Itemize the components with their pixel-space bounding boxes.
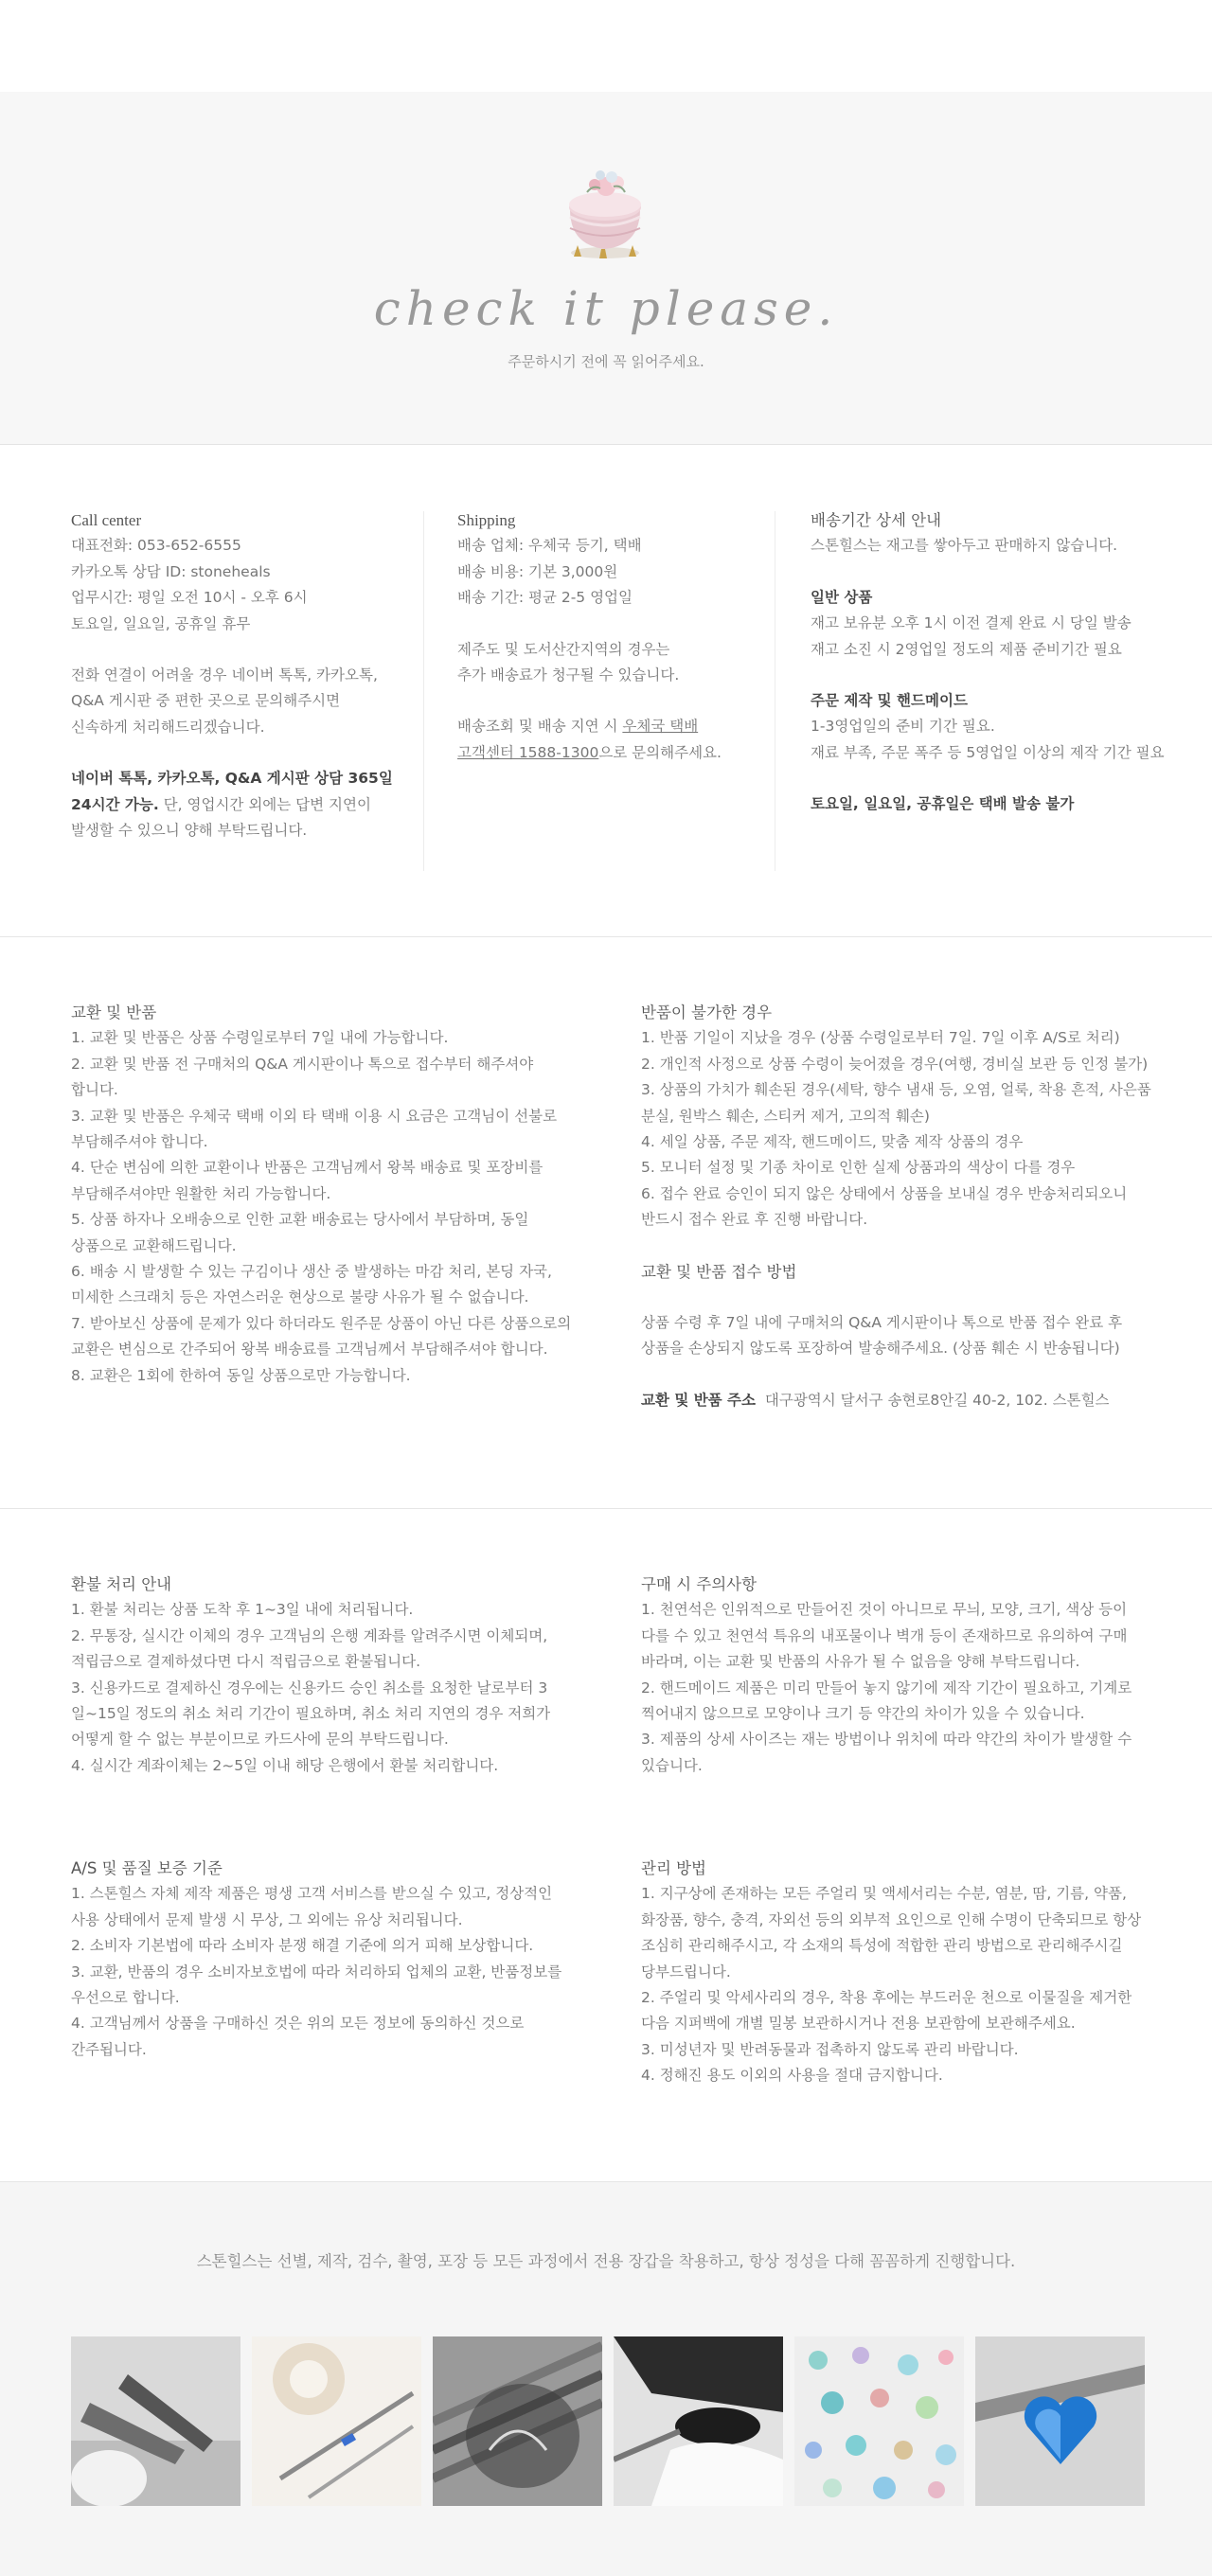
footer [0,2182,1212,2576]
exchange-line: 부담해주셔야 합니다. [71,1133,208,1151]
caution-line: 바라며, 이는 교환 및 반품의 사유가 될 수 없음을 양해 부탁드립니다. [641,1653,1080,1671]
no-return-title: 반품이 불가한 경우 [641,1004,773,1022]
exchange-column [71,1000,601,1389]
tracking-line [457,714,770,739]
delivery-title: 배송기간 상세 안내 [811,511,942,529]
method-line: 상품을 손상되지 않도록 포장하여 발송해주세요. (상품 훼손 시 반송됩니다) [641,1340,1120,1358]
exchange-line: 7. 받아보신 상품에 문제가 있다 하더라도 원주문 상품이 아닌 다른 상품으로의 [71,1314,572,1332]
general-title: 일반 상품 [811,588,873,606]
as-line: 사용 상태에서 문제 발생 시 무상, 그 외에는 유상 처리됩니다. [71,1910,463,1928]
chain-mesh-photo-icon [433,2336,602,2506]
as-line: 2. 소비자 기본법에 따라 소비자 분쟁 해결 기준에 의거 피해 보상합니다. [71,1937,534,1955]
call-center-column [71,507,412,844]
caution-line: 있습니다. [641,1756,703,1774]
exchange-title: 교환 및 반품 [71,1004,157,1022]
method-title: 교환 및 반품 접수 방법 [641,1262,797,1281]
spool-tools-photo-icon [252,2336,421,2506]
exchange-line: 합니다. [71,1081,118,1099]
policy-section [0,1509,1212,2182]
exchange-line: 5. 상품 하자나 오배송으로 인한 교환 배송료는 당사에서 부담하며, 동일 [71,1211,529,1229]
as-column [71,1856,601,2063]
general-line: 재고 보유분 오후 1시 이전 결제 완료 시 당일 발송 [811,614,1132,632]
as-line: 1. 스톤힐스 자체 제작 제품은 평생 고객 서비스를 받으실 수 있고, 정상적인 [71,1885,553,1903]
care-column [641,1856,1190,2089]
info-section [0,445,1212,937]
care-line: 당부드립니다. [641,1963,731,1981]
call-line: 대표전화: 053-652-6555 [71,537,241,555]
tracking-text: 배송조회 및 배송 지연 시 [457,718,623,736]
call-bold-note-2: 24시간 가능. [71,795,159,813]
customer-center-link[interactable]: 고객센터 1588-1300 [457,743,599,761]
exchange-line: 교환은 변심으로 간주되어 왕복 배송료를 고객님께서 부담해주셔야 합니다. [71,1341,548,1359]
caution-line: 1. 천연석은 인위적으로 만들어진 것이 아니므로 무늬, 모양, 크기, 색상 등이 [641,1601,1128,1619]
as-line: 3. 교환, 반품의 경우 소비자보호법에 따라 처리하되 업체의 교환, 반품정보를 [71,1963,562,1981]
care-line: 화장품, 향수, 충격, 자외선 등의 외부적 요인으로 인해 수명이 단축되므로 항상 [641,1910,1142,1928]
refund-line: 일~15일 정도의 취소 처리 기간이 필요하며, 취소 처리 지연의 경우 저희가 [71,1705,551,1723]
general-line: 재고 소진 시 2영업일 정도의 제품 준비기간 필요 [811,640,1122,658]
no-return-line: 6. 접수 완료 승인이 되지 않은 상태에서 상품을 보내실 경우 반송처리되오니 [641,1184,1128,1202]
call-bold-note: 네이버 톡톡, 카카오톡, Q&A 게시판 상담 365일 [71,770,393,788]
shipping-line: 배송 업체: 우체국 등기, 택배 [457,537,642,555]
as-title: A/S 및 품질 보증 기준 [71,1859,223,1877]
refund-line: 2. 무통장, 실시간 이체의 경우 고객님의 은행 계좌를 알려주시면 이체되며, [71,1626,548,1644]
hero-title: check it please. [373,281,839,336]
no-return-column [641,1000,1190,1413]
pliers-photo-icon [71,2336,241,2506]
refund-line: 적립금으로 결제하셨다면 다시 적립금으로 환불됩니다. [71,1653,421,1671]
gemstones-photo-icon [794,2336,964,2506]
refund-line: 4. 실시간 계좌이체는 2~5일 이내 해당 은행에서 환불 처리합니다. [71,1756,499,1774]
shipping-column [457,507,770,766]
caution-line: 3. 제품의 상세 사이즈는 재는 방법이나 위치에 따라 약간의 차이가 발생할 수 [641,1731,1132,1749]
exchange-line: 6. 배송 시 발생할 수 있는 구김이나 생산 중 발생하는 마감 처리, 본딩 자국, [71,1263,552,1281]
call-para: 신속하게 처리해드리겠습니다. [71,718,265,736]
call-para: Q&A 게시판 중 편한 곳으로 문의해주시면 [71,692,341,710]
care-line: 다음 지퍼백에 개별 밀봉 보관하시거나 전용 보관함에 보관해주세요. [641,2015,1076,2033]
shipping-line: 배송 비용: 기본 3,000원 [457,562,618,580]
tracking-text-2: 으로 문의해주세요. [598,743,722,761]
refund-title: 환불 처리 안내 [71,1575,172,1593]
call-line: 토요일, 일요일, 공휴일 휴무 [71,614,251,632]
no-return-line: 분실, 원박스 훼손, 스티커 제거, 고의적 훼손) [641,1107,930,1125]
care-line: 2. 주얼리 및 악세사리의 경우, 착용 후에는 부드러운 천으로 이물질을 제거한 [641,1989,1132,2007]
no-return-line: 2. 개인적 사정으로 상품 수령이 늦어졌을 경우(여행, 경비실 보관 등 인정 불가) [641,1055,1149,1073]
as-line: 4. 고객님께서 상품을 구매하신 것은 위의 모든 정보에 동의하신 것으로 [71,2015,525,2033]
exchange-line: 8. 교환은 1회에 한하여 동일 상품으로만 가능합니다. [71,1366,411,1384]
care-title: 관리 방법 [641,1859,707,1877]
custom-line: 1-3영업일의 준비 기간 필요. [811,718,995,736]
divider [423,511,424,871]
shipping-para: 제주도 및 도서산간지역의 경우는 [457,640,670,658]
care-line: 4. 정해진 용도 이외의 사용을 절대 금지합니다. [641,2067,943,2085]
care-line: 3. 미성년자 및 반려동물과 접촉하지 않도록 관리 바랍니다. [641,2040,1019,2058]
shipping-line: 배송 기간: 평균 2-5 영업일 [457,589,633,607]
footer-text: 스톤힐스는 선별, 제작, 검수, 촬영, 포장 등 모든 과정에서 전용 장갑을 착용하고, 항상 정성을 다해 꼼꼼하게 진행합니다. [196,2252,1016,2270]
caution-line: 2. 핸드메이드 제품은 미리 만들어 놓지 않기에 제작 기간이 필요하고, 기계로 [641,1679,1132,1697]
exchange-line: 4. 단순 변심에 의한 교환이나 반품은 고객님께서 왕복 배송료 및 포장비를 [71,1159,544,1177]
care-line: 1. 지구상에 존재하는 모든 주얼리 및 액세서리는 수분, 염분, 땀, 기름, 약품, [641,1885,1127,1903]
as-line: 우선으로 합니다. [71,1989,180,2007]
custom-line: 재료 부족, 주문 폭주 등 5영업일 이상의 제작 기간 필요 [811,743,1165,761]
address-value: 대구광역시 달서구 송현로8안길 40-2, 102. 스톤힐스 [764,1391,1110,1409]
post-office-link[interactable]: 우체국 택배 [622,718,699,736]
call-line: 카카오톡 상담 ID: stoneheals [71,562,271,580]
as-line: 간주됩니다. [71,2040,147,2058]
blue-heart-gem-photo-icon [975,2336,1145,2506]
method-line: 상품 수령 후 7일 내에 구매처의 Q&A 게시판이나 톡으로 반품 접수 완료 후 [641,1314,1123,1332]
shipping-para: 추가 배송료가 청구될 수 있습니다. [457,666,680,684]
hero-banner [0,92,1212,445]
return-address [641,1388,1190,1413]
exchange-line: 3. 교환 및 반품은 우체국 택배 이외 타 택배 이용 시 요금은 고객님이 선불로 [71,1107,558,1125]
exchange-section [0,937,1212,1509]
delivery-intro: 스톤힐스는 재고를 쌓아두고 판매하지 않습니다. [811,537,1118,555]
call-line: 업무시간: 평일 오전 10시 - 오후 6시 [71,589,308,607]
holiday-note: 토요일, 일요일, 공휴일은 택배 발송 불가 [811,795,1075,813]
exchange-line: 부담해주셔야만 원활한 처리 가능합니다. [71,1184,331,1202]
exchange-line: 2. 교환 및 반품 전 구매처의 Q&A 게시판이나 톡으로 접수부터 해주셔야 [71,1055,534,1073]
no-return-line: 5. 모니터 설정 및 기종 차이로 인한 실제 상품과의 색상이 다를 경우 [641,1159,1076,1177]
call-center-title: Call center [71,511,142,529]
shipping-title: Shipping [457,511,516,529]
gloved-hand-photo-icon [614,2336,783,2506]
delivery-column [811,507,1170,818]
no-return-line: 4. 세일 상품, 주문 제작, 핸드메이드, 맞춤 제작 상품의 경우 [641,1133,1024,1151]
caution-line: 다를 수 있고 천연석 특유의 내포물이나 벽개 등이 존재하므로 유의하여 구매 [641,1626,1128,1644]
no-return-line: 1. 반품 기일이 지났을 경우 (상품 수령일로부터 7일. 7일 이후 A/S로 처리) [641,1029,1120,1047]
tracking-line-2 [457,740,770,766]
caution-column [641,1572,1190,1779]
exchange-line: 1. 교환 및 반품은 상품 수령일로부터 7일 내에 가능합니다. [71,1029,449,1047]
refund-line: 어떻게 할 수 없는 부분이므로 카드사에 문의 부탁드립니다. [71,1731,449,1749]
refund-line: 1. 환불 처리는 상품 도착 후 1~3일 내에 처리됩니다. [71,1601,414,1619]
call-note-tail-2: 발생할 수 있으니 양해 부탁드립니다. [71,822,308,840]
no-return-line: 3. 상품의 가치가 훼손된 경우(세탁, 향수 냄새 등, 오염, 얼룩, 착용 흔적, 사은품 [641,1081,1151,1099]
address-label: 교환 및 반품 주소 [641,1391,757,1409]
jewelry-box-icon [549,151,661,264]
call-note-tail: 단, 영업시간 외에는 답변 지연이 [158,795,371,813]
exchange-line: 미세한 스크래치 등은 자연스러운 현상으로 불량 사유가 될 수 없습니다. [71,1288,529,1306]
no-return-line: 반드시 접수 완료 후 진행 바랍니다. [641,1211,868,1229]
caution-line: 찍어내지 않으므로 모양이나 크기 등 약간의 차이가 있을 수 있습니다. [641,1705,1085,1723]
hero-subtitle: 주문하시기 전에 꼭 읽어주세요. [508,353,704,370]
caution-title: 구매 시 주의사항 [641,1575,758,1593]
refund-column [71,1572,601,1779]
custom-title: 주문 제작 및 핸드메이드 [811,692,968,710]
call-note-line [71,792,412,818]
call-para: 전화 연결이 어려울 경우 네이버 톡톡, 카카오톡, [71,666,378,684]
exchange-line: 상품으로 교환해드립니다. [71,1236,237,1254]
care-line: 조심히 관리해주시고, 각 소재의 특성에 적합한 관리 방법으로 관리해주시길 [641,1937,1123,1955]
refund-line: 3. 신용카드로 결제하신 경우에는 신용카드 승인 취소를 요청한 날로부터 3 [71,1679,548,1697]
